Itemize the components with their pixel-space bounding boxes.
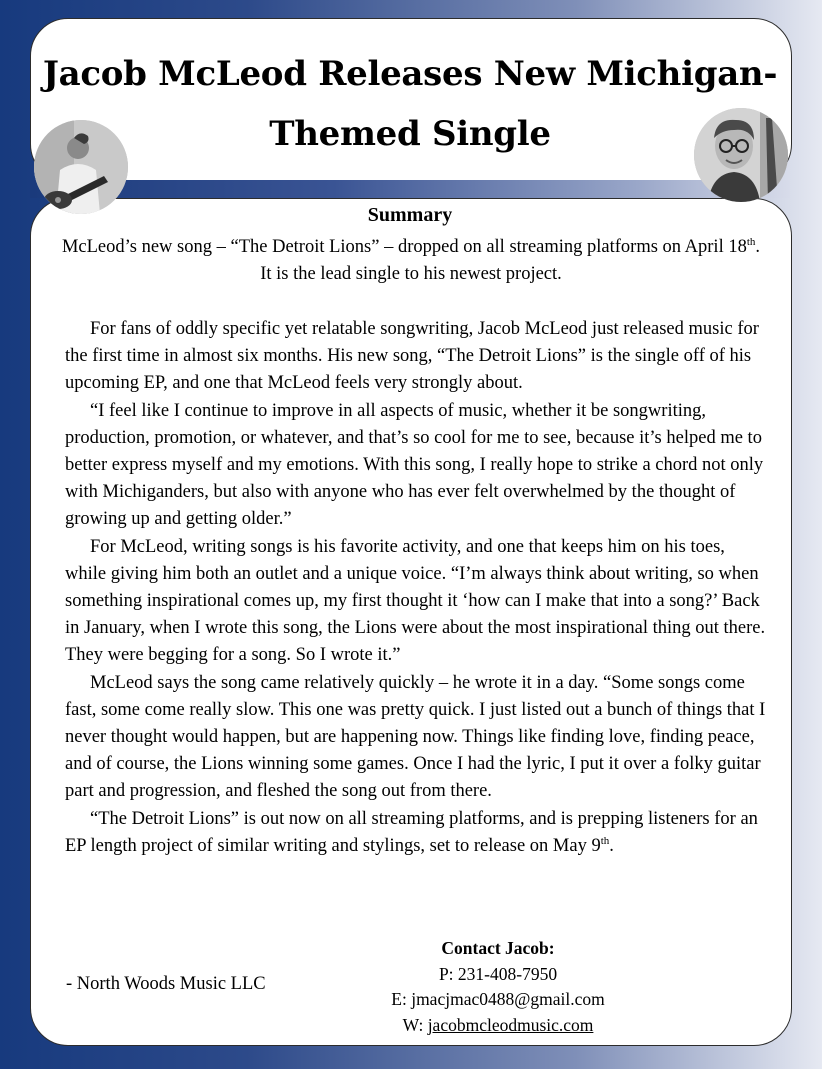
article-paragraph-last [65,806,770,860]
title-line-1: Jacob McLeod Releases New Michigan- [42,54,778,94]
website-link[interactable]: jacobmcleodmusic.com [427,1014,594,1035]
contact-web [360,1013,636,1039]
contact-email: E: jmacjmac0488@gmail.com [391,989,605,1009]
contact-block [360,936,636,1038]
article-paragraph: “I feel like I continue to improve in all aspects of music, whether it be songwriting, production, promotion, or whatever, and that’s so cool for me to see, because it’s helped me to better express myself and my emotions. With this song, I really hope to strike a chord not only with Michiganders, but also with anyone who has ever felt overwhelmed by the thought of growing up and getting older.” [65,400,764,530]
summary-date-suffix: th [746,235,756,248]
article-paragraph: For fans of oddly specific yet relatable songwriting, Jacob McLeod just released music for the first time in almost six months. His new song, “The Detroit Lions” is the single off of his upcoming EP, and one that McLeod feels very strongly about. [65,319,759,394]
artist-photo-portrait-image [694,108,788,202]
summary-heading: Summary [367,204,453,226]
article-paragraph: For McLeod, writing songs is his favorite activity, and one that keeps him on his toes, while giving him both an outlet and a unique voice. “I’m always think about writing, so when something inspirational comes up, my first thought it ‘how can I make that into a song?’ Back in January, when I wrote this song, the Lions were about the most inspirational thing out there. They were begging for a song. So I wrote it.” [65,536,766,666]
contact-phone: P: 231-408-7950 [438,963,558,984]
article-last-text: “The Detroit Lions” is out now on all streaming platforms, and is prepping listeners for an EP length project of similar writing and stylings, set to release on May 9 [65,808,758,856]
title-line-2: Themed Single [269,114,551,154]
header-stripe [30,180,790,198]
contact-web-prefix: W: [402,1014,428,1035]
page-title [30,44,790,164]
contact-heading: Contact Jacob: [441,938,555,958]
summary-text-main: McLeod’s new song – “The Detroit Lions” – dropped on all streaming platforms on April 18 [61,237,747,257]
artist-photo-guitar-image [34,120,128,214]
signoff: - North Woods Music LLC [66,974,266,994]
article-body [65,316,770,860]
artist-photo-guitar [34,120,128,214]
article-last-end: . [609,835,614,856]
summary-text [56,234,766,288]
summary-text-end: . It is the lead single to his newest project. [260,237,761,284]
article-paragraph: McLeod says the song came relatively quickly – he wrote it in a day. “Some songs come fast, some come really slow. This one was pretty quick. I just listed out a bunch of things that I never thought would happen, but are happening now. Things like finding love, finding peace, and of course, the Lions winning some games. Once I had the lyric, I put it over a folky guitar part and progression, and fleshed the song out from there. [65,672,766,802]
artist-photo-portrait [694,108,788,202]
article-date-suffix: th [600,834,610,847]
